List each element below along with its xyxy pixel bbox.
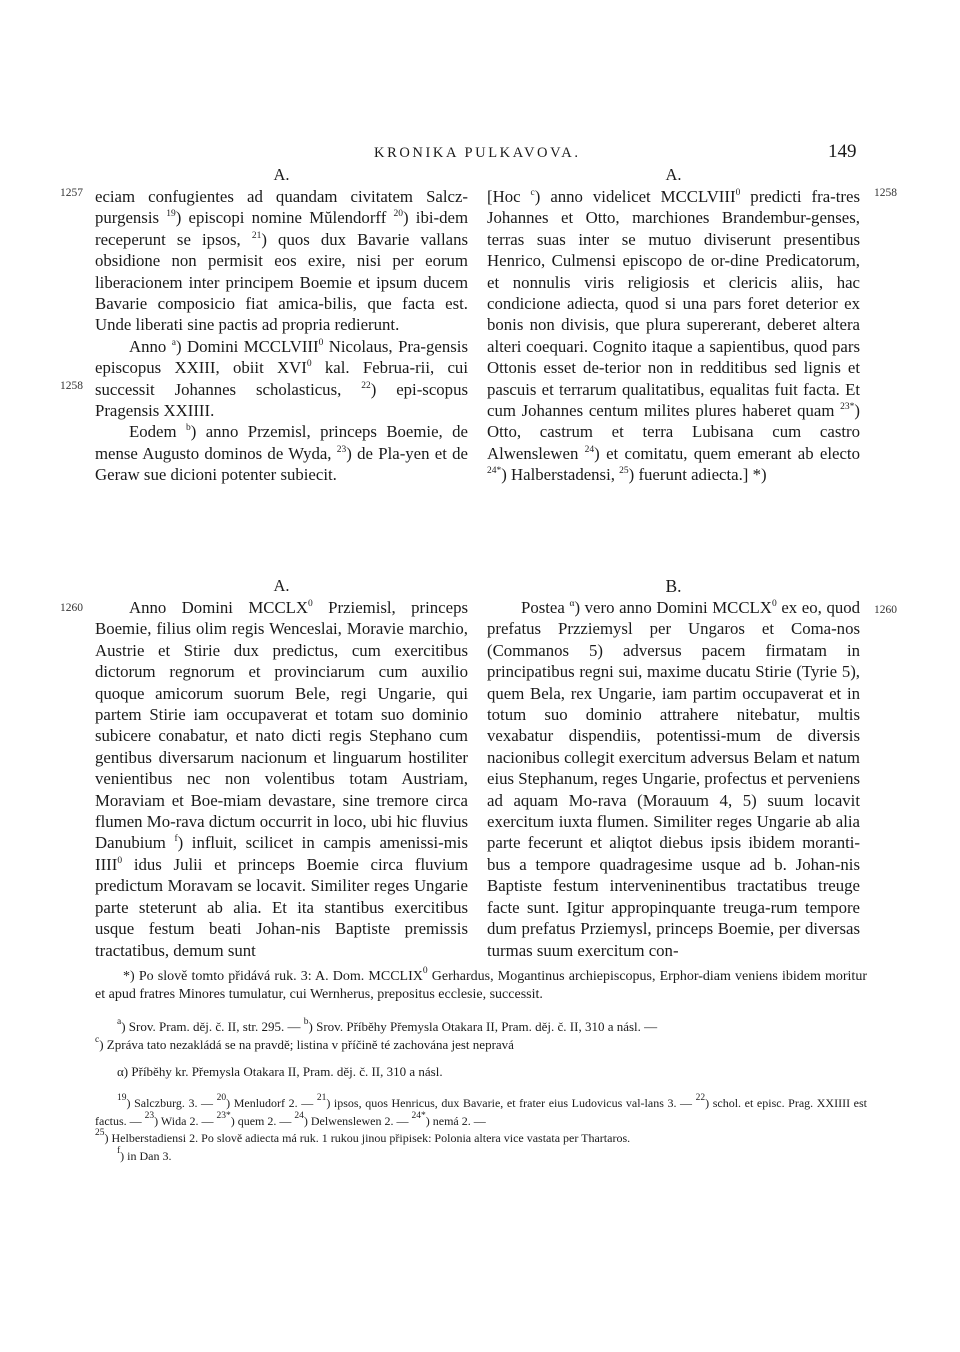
column-bottom-left (95, 575, 468, 961)
paragraph: Anno $^a$) Domini MCCLVIII$^0$ Nicolaus, Pra-gensis episcopus XXIII, obiit XVI$^0$ kal. Februa-rii, cui successit Johannes scholasticus, $^{22}$) epi-scopus Pragensis XXIIII. (95, 336, 468, 421)
footnote-variants: $^{19}$) Salczburg. 3. — $^{20}$) Menludorf 2. — $^{21}$) ipsos, quos Henricus, dux Bavarie, et frater eius Ludovicus val-lans 3. — $^{22}$) schol. et episc. Prag. XXIIII est factus. — $^{23}$) Wida 2. — $^{23*}$) quem 2. — $^{24}$) Delwenslewen 2. — $^{24*}$) nemá 2. — $^{25}$) Helberstadiensi 2. Po slově adiecta má ruk. 1 rukou jinou připisek: Polonia altera vice vastata per Thartaros. $^f$) in Dan 3. (95, 1093, 867, 1163)
margin-year-1260-left: 1260 (60, 602, 83, 614)
column-heading: A. (665, 165, 682, 184)
running-title: KRONIKA PULKAVOVA. (374, 145, 581, 161)
paragraph: Anno Domini MCCLX$^0$ Prziemisl, princeps Boemie, filius olim regis Wenceslai, Moravie marchio, Austrie et Stirie dux predictus, cum exercitibus dictorum regnorum et provinciarum cum auxilio quoque amicorum suorum Bele, regi Ungarie, qui partem Stirie iam occupaverat et totam suo dominio subicere conabatur, et nato dicti regis Stephano cum gentibus diversarum nacionum et linguarum hostiliter venientibus nec non volentibus totam Austriam, Moraviam et Boe-miam devastare, sine tremore circa flumen Mo-rava dictum occurrit in loco, ubi hic fluvius Danubium $^f$) influit, scilicet in campis amenissi-mis IIII$^0$ idus Julii et princeps Boemie circa fluvium predictum Moravam se locavit. Similiter reges Ungarie parte steterunt ab alia. Et ita stantibus exercitibus usque festum beati Johan-nis Baptiste premissis tractatibus, demum sunt (95, 598, 469, 960)
paragraph: [Hoc $^c$) anno videlicet MCCLVIII$^0$ predicti fra-tres Johannes et Otto, marchiones Brandembur-genses, terras suas inter se mutuo diviserunt presentibus Henrico, Culmensi episcopo de or-dine Predicatorum, et nonnulis viris religiosis et clericis aliis, hac condicione adiecta, quod si una pars foret deterior ex bonis non divisis, que plura supererant, deberet altera alteri coequari. Cognito itaque a sapientibus, quod pars Ottonis esset de-terior non in redditibus sed lignis et pascuis et terrarum qualitatibus, equalitas fuit facta. Et cum Johannes centum milites plures haberet quam $^{23*}$) Otto, castrum et terra Lubisana cum castro Alwenslewen $^{24}$) et comitatu, quem emerant ab electo $^{24*}$) Halberstadensi, $^{25}$) fuerunt adiecta.] *) (487, 187, 860, 485)
footnote-star: *) Po slově tomto přidává ruk. 3: A. Dom. MCCLIX$^0$ Gerhardus, Mogantinus archiepiscopus, Erphor-diam veniens ibidem moritur et apud fratres Minores tumulatur, cui Wernherus, prepositus ecclesie, successit. (95, 966, 867, 1002)
column-heading: A. (273, 165, 290, 184)
page-number: 149 (828, 141, 857, 162)
footnote-alpha: α) Příběhy kr. Přemysla Otakara II, Pram. děj. č. II, 310 a násl. (117, 1064, 443, 1079)
margin-year-1257: 1257 (60, 187, 83, 199)
column-heading: A. (273, 576, 290, 595)
paragraph: Eodem $^b$) anno Przemisl, princeps Boemie, de mense Augusto dominos de Wyda, $^{23}$) de Pla-yen et de Geraw sue dicioni potenter subiecit. (95, 422, 468, 485)
margin-year-1258-right: 1258 (874, 187, 897, 199)
margin-year-1260-right: 1260 (874, 604, 897, 616)
margin-year-1258-left: 1258 (60, 380, 83, 392)
column-bottom-right (487, 575, 860, 961)
column-top-left (95, 164, 468, 486)
paragraph: Postea $^\alpha$) vero anno Domini MCCLX$^0$ ex eo, quod prefatus Przziemysl per Ungaros et Coma-nos (Commanos 5) adversus pacem firmatam in principatibus regni sui, maxime ducatu Stirie (Tyrie 5), quem Bela, rex Ungarie, iam partim occupaverat et in totum suo dominio attrahere nitebatur, multis vexabatur dispendiis, potentissi-mum de diversis nacionibus collegit exercitum adversus Belam et natum eius Stephanum, reges Ungarie, profectus et perveniens ad aquam Mo-rava (Morauum 4, 5) suum locavit exercitum iuxta flumen. Similiter reges Ungarie ab alia parte fecerunt et aliqtot diebus ipsis ibidem moranti-bus a tempore quadragesime usque ad b. Johan-nis Baptiste festum interveninentibus tractatibus treuge facte sunt. Igitur appropinquante treuga-rum tempore dum prefatus Prziemysl, princeps Boemie, per diversas turmas suum exercitum con- (487, 598, 861, 960)
paragraph: eciam confugientes ad quandam civitatem Salcz-purgensis $^{19}$) episcopi nomine Mŭlendorff $^{20}$) ibi-dem receperunt se ipsos, $^{21}$) quos dux Bavarie vallans obsidione non permisit eos exire, nisi per eorum liberacionem inter principem Boemie et ipsum ducem Bavarie composicio fiat amica-bilis, que facta est. Unde liberati sine pactis ad propria redierunt. (95, 187, 468, 335)
column-top-right (487, 164, 860, 486)
footnote-sources: $^a$) Srov. Pram. děj. č. II, str. 295. — $^b$) Srov. Příběhy Přemysla Otakara II, Pram. děj. č. II, 310 a násl. — $^c$) Zpráva tato nezakládá se na pravdě; listina v příčině té zachována jest nepravá (95, 1017, 658, 1052)
column-heading: B. (665, 576, 682, 596)
